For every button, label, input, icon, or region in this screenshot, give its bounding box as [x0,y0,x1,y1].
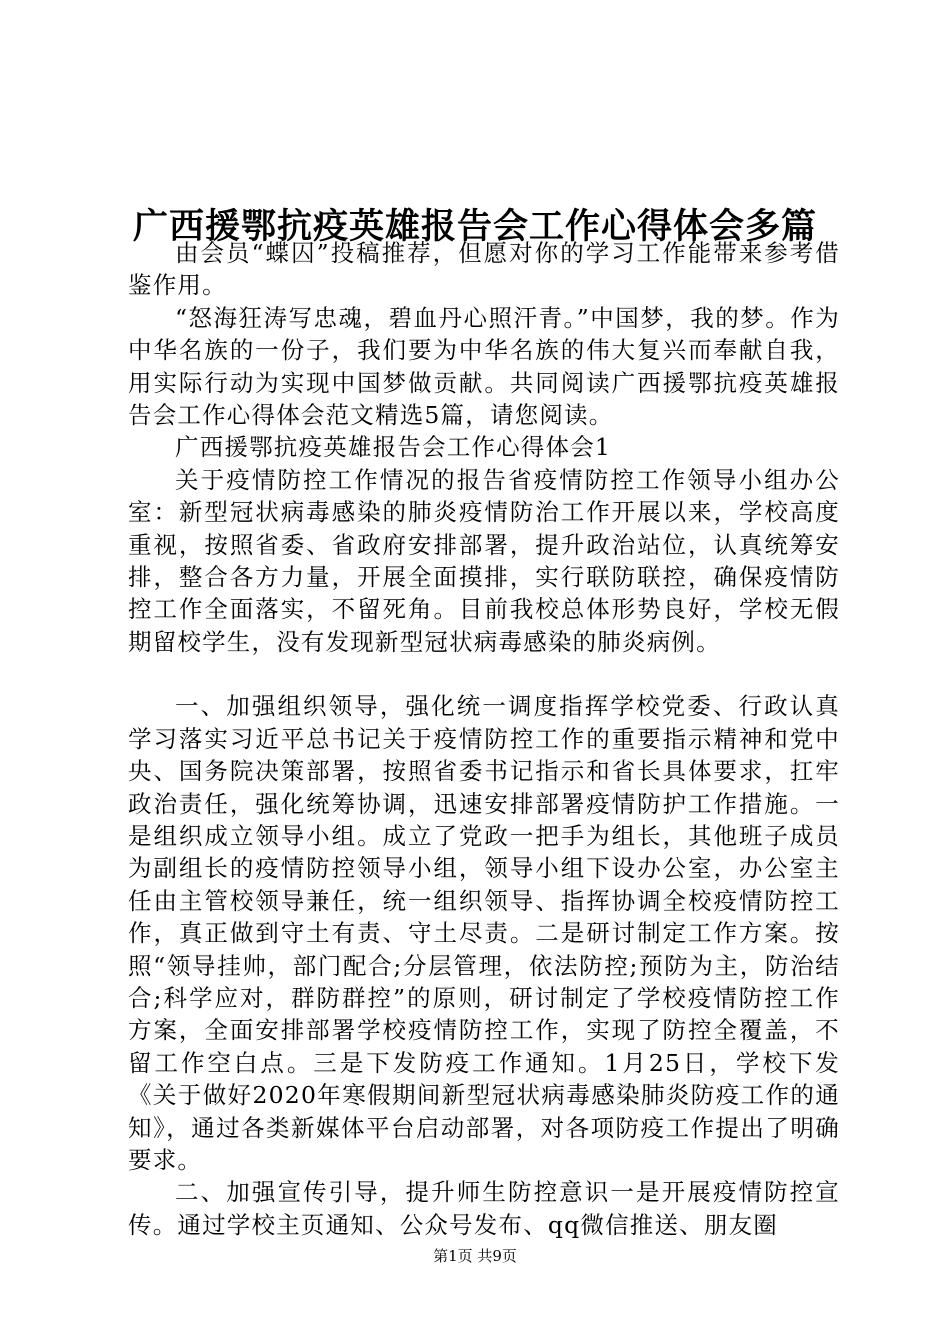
section-heading: 广西援鄂抗疫英雄报告会工作心得体会1 [175,433,612,462]
document-title: 广西援鄂抗疫英雄报告会工作心得体会多篇 [132,206,817,248]
page-footer: 第1页 共9页 [433,1247,517,1265]
report-paragraph: 关于疫情防控工作情况的报告省疫情防控工作领导小组办公室：新型冠状病毒感染的肺炎疫情防治工作开展以来，学校高度重视，按照省委、省政府安排部署，提升政治站位，认真统筹安排，整合各方力量，开展全面摸排，实行联防联控，确保疫情防控工作全面落实，不留死角。目前我校总体形势良好，学校无假期留校学生，没有发现新型冠状病毒感染的肺炎病例。 [128,465,840,656]
quote-paragraph: “怒海狂涛写忠魂，碧血丹心照汗青。”中国梦，我的梦。作为中华名族的一份子，我们要为中华名族的伟大复兴而奉献自我，用实际行动为实现中国梦做贡献。共同阅读广西援鄂抗疫英雄报告会工作心得体会范文精选5篇，请您阅读。 [128,303,840,430]
publicity-paragraph: 二、加强宣传引导，提升师生防控意识一是开展疫情防控宣传。通过学校主页通知、公众号发布、qq微信推送、朋友圈 [128,1178,840,1239]
organization-paragraph: 一、加强组织领导，强化统一调度指挥学校党委、行政认真学习落实习近平总书记关于疫情防控工作的重要指示精神和党中央、国务院决策部署，按照省委书记指示和省长具体要求，扛牢政治责任，强化统筹协调，迅速安排部署疫情防护工作措施。一是组织成立领导小组。成立了党政一把手为组长，其他班子成员为副组长的疫情防控领导小组，领导小组下设办公室，办公室主任由主管校领导兼任，统一组织领导、指挥协调全校疫情防控工作，真正做到守土有责、守土尽责。二是研讨制定工作方案。按照“领导挂帅，部门配合;分层管理，依法防控;预防为主，防治结合;科学应对，群防群控”的原则，研讨制定了学校疫情防控工作方案，全面安排部署学校疫情防控工作，实现了防控全覆盖，不留工作空白点。三是下发防疫工作通知。1月25日，学校下发《关于做好2020年寒假期间新型冠状病毒感染肺炎防疫工作的通知》，通过各类新媒体平台启动部署，对各项防疫工作提出了明确要求。 [128,692,840,1174]
document-body [128,237,840,1241]
intro-paragraph: 由会员“蝶囚”投稿推荐，但愿对你的学习工作能带来参考借鉴作用。 [128,239,840,300]
